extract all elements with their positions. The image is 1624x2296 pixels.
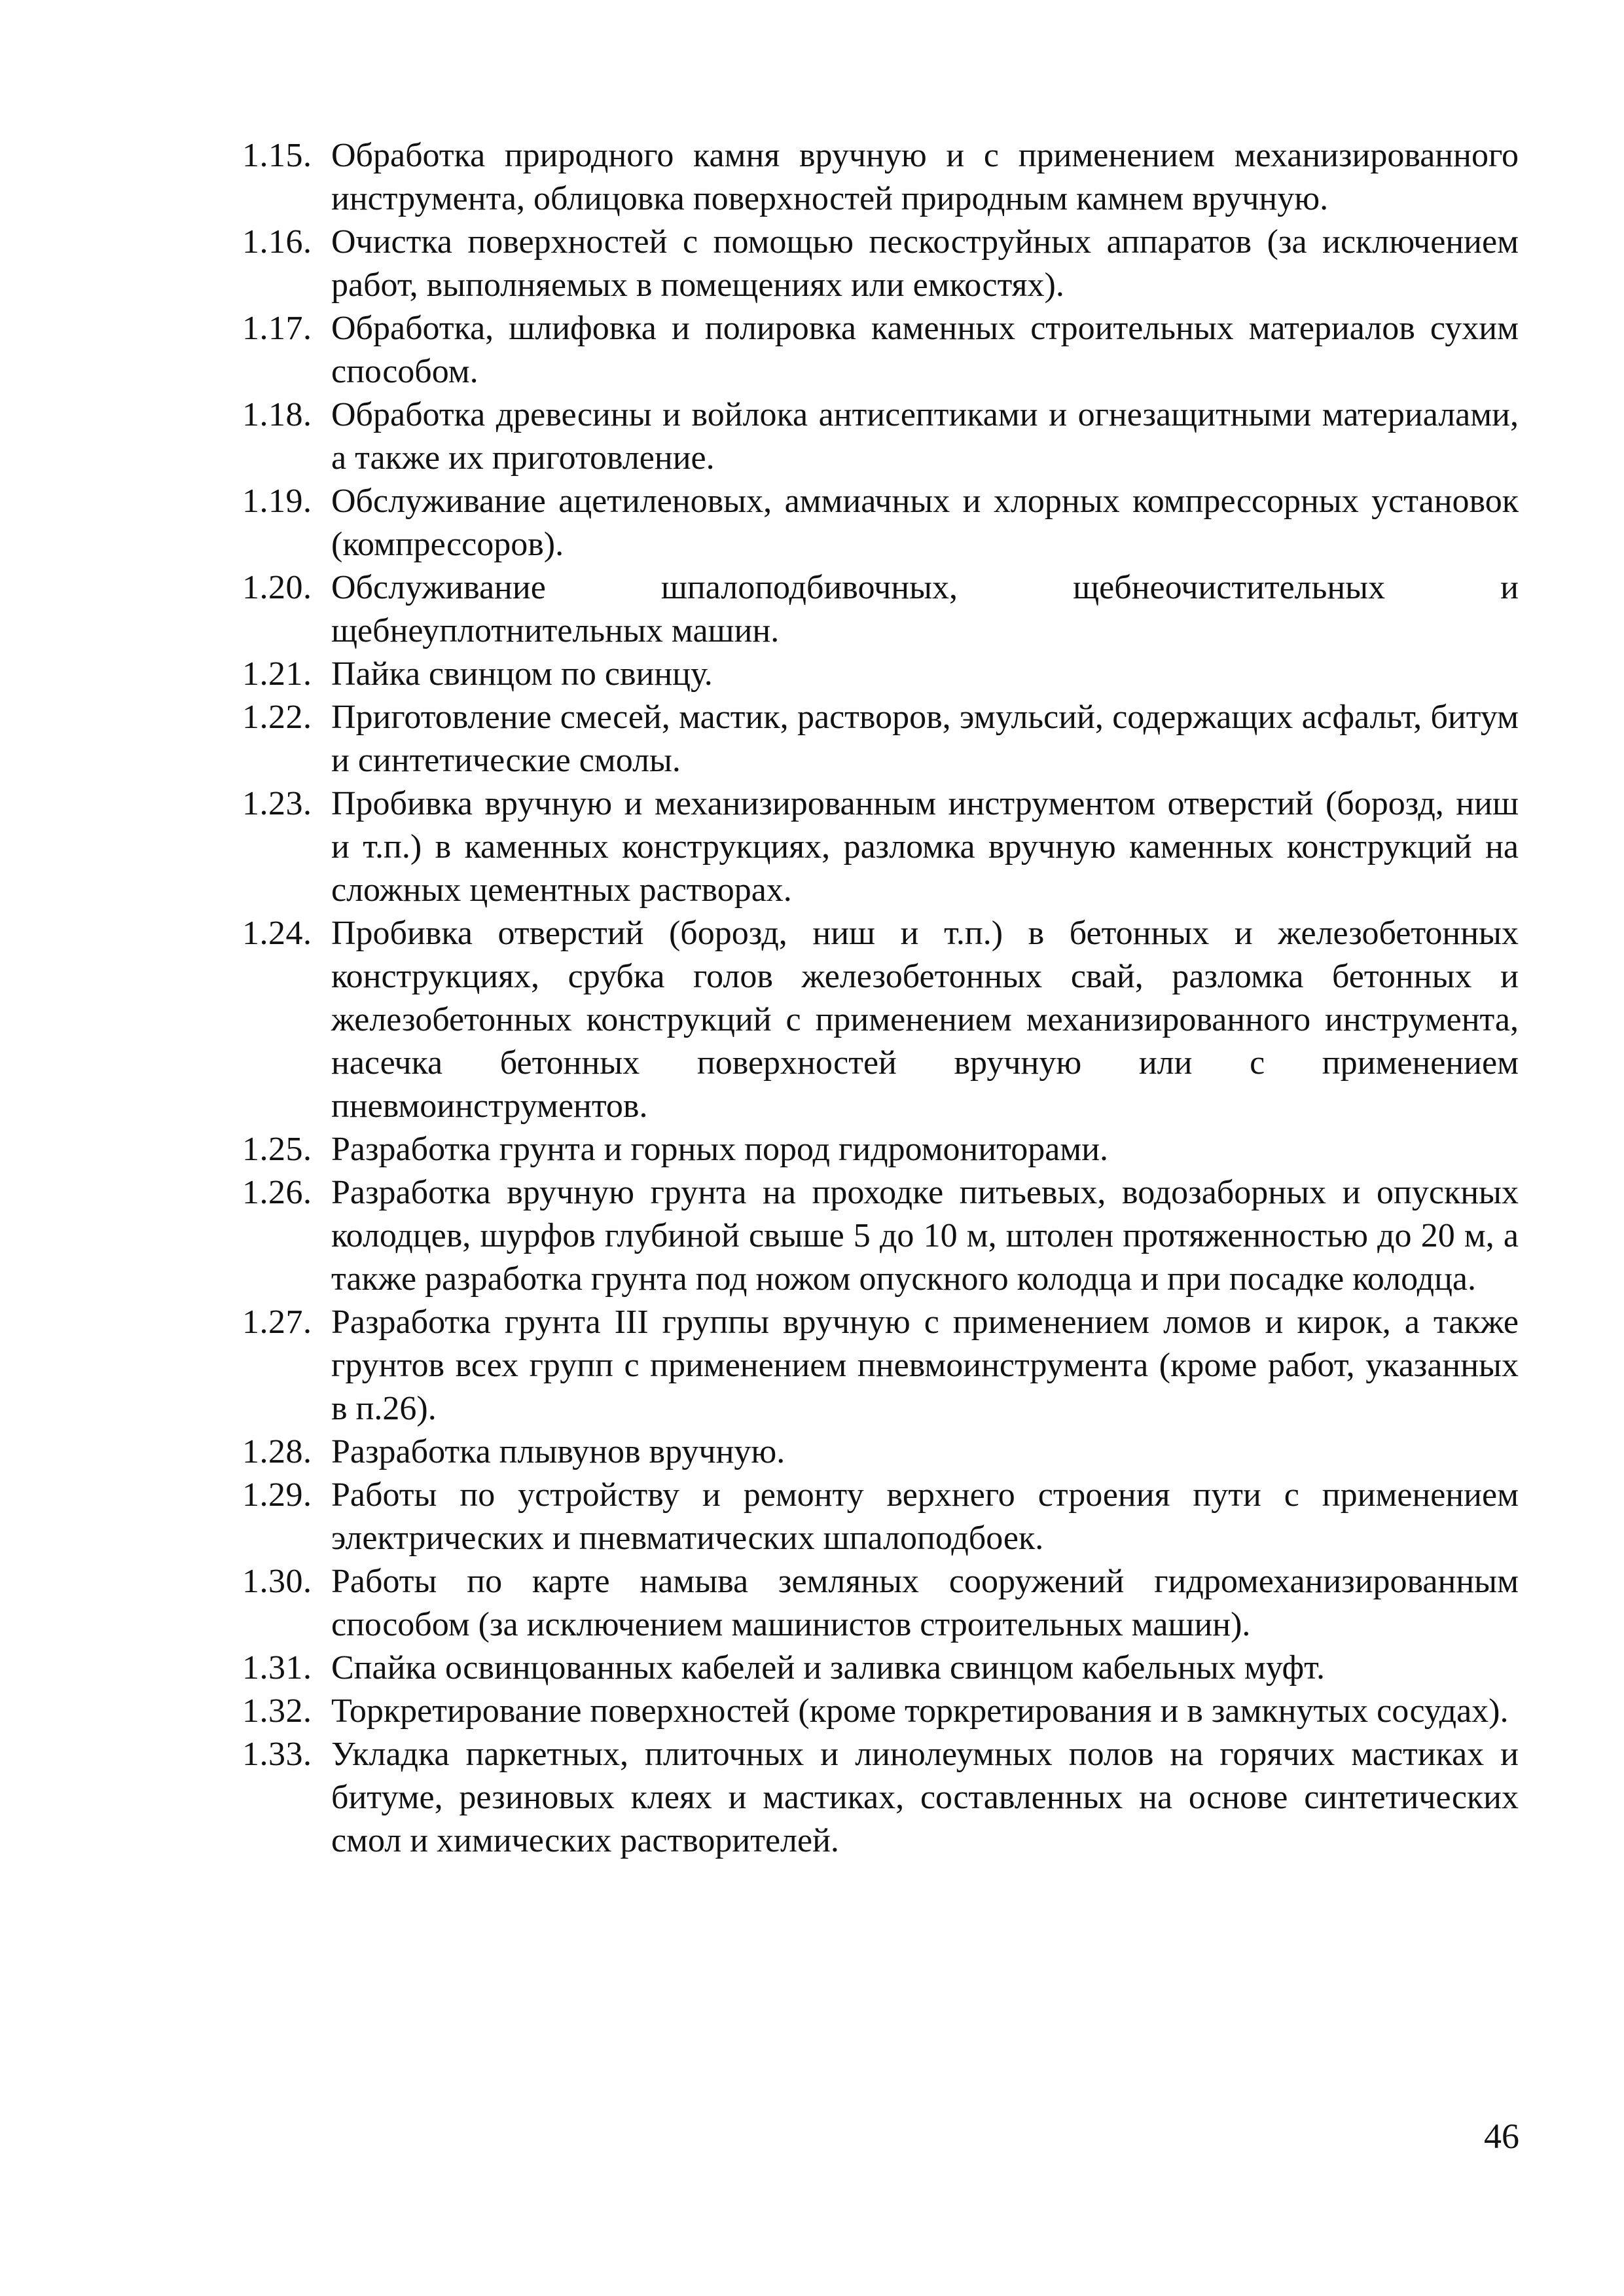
- item-number: 1.22.: [242, 699, 312, 736]
- list-item: [242, 653, 1519, 696]
- list-item: [242, 1430, 1519, 1474]
- list-item: [242, 221, 1519, 307]
- item-text: Торкретирование поверхностей (кроме торкретирования и в замкнутых сосудах).: [331, 1692, 1509, 1730]
- list-item: [242, 1301, 1519, 1430]
- item-number: 1.25.: [242, 1131, 312, 1168]
- item-list: [242, 134, 1519, 1863]
- item-number: 1.24.: [242, 915, 312, 952]
- item-number: 1.17.: [242, 310, 312, 347]
- item-number: 1.28.: [242, 1433, 312, 1470]
- list-item: [242, 1560, 1519, 1647]
- item-text: Обслуживание шпалоподбивочных, щебнеочистительных и щебнеуплотнительных машин.: [331, 569, 1519, 649]
- item-number: 1.29.: [242, 1476, 312, 1514]
- item-number: 1.19.: [242, 483, 312, 520]
- list-item: [242, 1690, 1519, 1733]
- list-item: [242, 1171, 1519, 1301]
- item-text: Спайка освинцованных кабелей и заливка свинцом кабельных муфт.: [331, 1649, 1325, 1686]
- list-item: [242, 480, 1519, 566]
- list-item: [242, 566, 1519, 653]
- list-item: [242, 393, 1519, 480]
- item-text: Работы по карте намыва земляных сооружений гидромеханизированным способом (за исключением машинистов строительных машин).: [331, 1563, 1519, 1643]
- item-number: 1.32.: [242, 1692, 312, 1730]
- item-text: Разработка вручную грунта на проходке питьевых, водозаборных и опускных колодцев, шурфов глубиной свыше 5 до 10 м, штолен протяженностью до 20 м, а также разработка грунта под ножом опускного колодца и при посадке колодца.: [331, 1174, 1519, 1298]
- list-item: [242, 134, 1519, 221]
- item-number: 1.23.: [242, 785, 312, 822]
- item-text: Разработка грунта и горных пород гидромониторами.: [331, 1131, 1109, 1168]
- item-number: 1.21.: [242, 655, 312, 693]
- list-item: [242, 1733, 1519, 1863]
- item-number: 1.27.: [242, 1303, 312, 1341]
- item-text: Обработка древесины и войлока антисептиками и огнезащитными материалами, а также их приготовление.: [331, 396, 1519, 477]
- page-number: 46: [1484, 2117, 1519, 2156]
- item-number: 1.26.: [242, 1174, 312, 1211]
- list-item: [242, 307, 1519, 393]
- item-text: Работы по устройству и ремонту верхнего строения пути с применением электрических и пневматических шпалоподбоек.: [331, 1476, 1519, 1557]
- item-number: 1.15.: [242, 137, 312, 174]
- list-item: [242, 696, 1519, 782]
- item-text: Приготовление смесей, мастик, растворов, эмульсий, содержащих асфальт, битум и синтетические смолы.: [331, 699, 1519, 779]
- item-number: 1.18.: [242, 396, 312, 433]
- item-text: Пайка свинцом по свинцу.: [331, 655, 713, 693]
- item-number: 1.16.: [242, 223, 312, 261]
- list-item: [242, 782, 1519, 912]
- item-text: Обработка природного камня вручную и с применением механизированного инструмента, облицовка поверхностей природным камнем вручную.: [331, 137, 1519, 217]
- list-item: [242, 912, 1519, 1128]
- item-text: Пробивка вручную и механизированным инструментом отверстий (борозд, ниш и т.п.) в каменных конструкциях, разломка вручную каменных конструкций на сложных цементных растворах.: [331, 785, 1519, 909]
- item-text: Пробивка отверстий (борозд, ниш и т.п.) в бетонных и железобетонных конструкциях, срубка голов железобетонных свай, разломка бетонных и железобетонных конструкций с применением механизированного инструмента, насечка бетонных поверхностей вручную или с применением пневмоинструментов.: [331, 915, 1519, 1125]
- item-text: Разработка плывунов вручную.: [331, 1433, 785, 1470]
- list-item: [242, 1474, 1519, 1560]
- list-item: [242, 1128, 1519, 1171]
- item-number: 1.30.: [242, 1563, 312, 1600]
- item-text: Разработка грунта III группы вручную с применением ломов и кирок, а также грунтов всех групп с применением пневмоинструмента (кроме работ, указанных в п.26).: [331, 1303, 1519, 1427]
- item-text: Укладка паркетных, плиточных и линолеумных полов на горячих мастиках и битуме, резиновых клеях и мастиках, составленных на основе синтетических смол и химических растворителей.: [331, 1736, 1519, 1859]
- item-text: Обработка, шлифовка и полировка каменных строительных материалов сухим способом.: [331, 310, 1519, 390]
- item-number: 1.20.: [242, 569, 312, 606]
- item-text: Обслуживание ацетиленовых, аммиачных и хлорных компрессорных установок (компрессоров).: [331, 483, 1519, 563]
- item-number: 1.33.: [242, 1736, 312, 1773]
- item-text: Очистка поверхностей с помощью пескоструйных аппаратов (за исключением работ, выполняемых в помещениях или емкостях).: [331, 223, 1519, 304]
- item-number: 1.31.: [242, 1649, 312, 1686]
- list-item: [242, 1647, 1519, 1690]
